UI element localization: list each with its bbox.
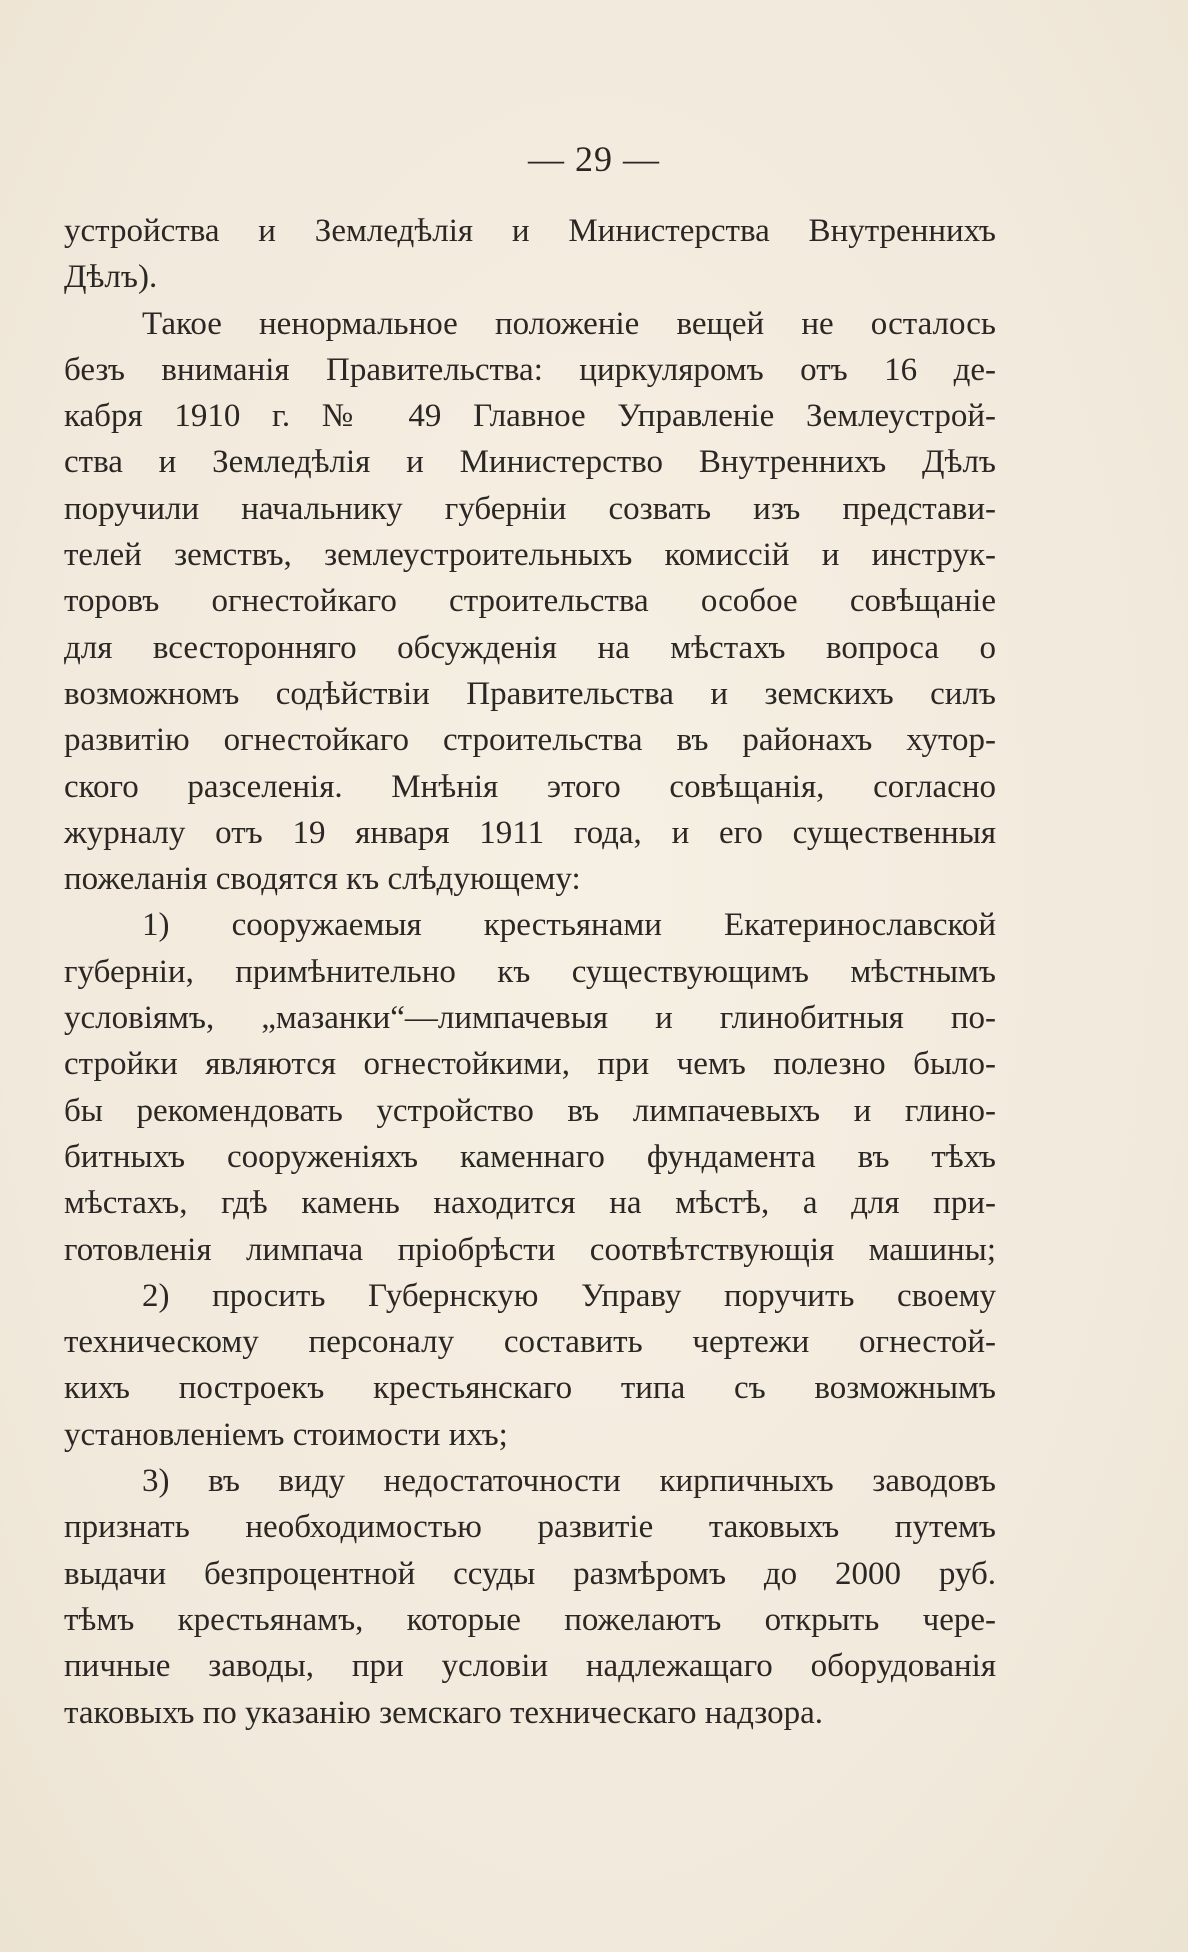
text-line: пожеланія сводятся къ слѣдующему: <box>64 861 581 898</box>
text-line: выдачи безпроцентной ссуды размѣромъ до 2000 руб. <box>64 1555 996 1592</box>
text-line: признать необходимостью развитіе таковыхъ путемъ <box>64 1509 996 1546</box>
text-line: развитію огнестойкаго строительства въ районахъ хутор- <box>64 722 996 759</box>
text-line: стройки являются огнестойкими, при чемъ полезно было- <box>64 1046 996 1083</box>
text-line: тѣмъ крестьянамъ, которые пожелаютъ открыть чере- <box>64 1601 996 1638</box>
text-line: мѣстахъ, гдѣ камень находится на мѣстѣ, а для при- <box>64 1185 996 1222</box>
text-line: бы рекомендовать устройство въ лимпачевыхъ и глино- <box>64 1092 996 1129</box>
text-line: Такое ненормальное положеніе вещей не осталось <box>142 305 996 342</box>
text-line: битныхъ сооруженіяхъ каменнаго фундамента въ тѣхъ <box>64 1138 996 1175</box>
text-line: устройства и Земледѣлія и Министерства Внутреннихъ <box>64 213 996 249</box>
text-line: 1) сооружаемыя крестьянами Екатеринославской <box>142 907 996 944</box>
text-line: возможномъ содѣйствіи Правительства и земскихъ силъ <box>64 675 996 712</box>
text-line: кабря 1910 г. № 49 Главное Управленіе Землеустрой- <box>64 398 996 435</box>
text-line: для всесторонняго обсужденія на мѣстахъ вопроса о <box>64 629 996 666</box>
text-line: условіямъ, „мазанки“—лимпачевыя и глинобитныя по- <box>64 1000 996 1037</box>
text-line: торовъ огнестойкаго строительства особое совѣщаніе <box>64 583 996 620</box>
text-line: журналу отъ 19 января 1911 года, и его существенныя <box>64 814 996 851</box>
text-line: губерніи, примѣнительно къ существующимъ мѣстнымъ <box>64 953 996 990</box>
body-text <box>64 208 996 1736</box>
text-line: готовленія лимпача пріобрѣсти соотвѣтствующія машины; <box>64 1231 996 1268</box>
text-line: ского разселенія. Мнѣнія этого совѣщанія, согласно <box>64 768 996 805</box>
text-line: техническому персоналу составить чертежи огнестой- <box>64 1324 996 1361</box>
page-number: — 29 — <box>528 139 660 179</box>
text-line: поручили начальнику губерніи созвать изъ представи- <box>64 490 996 527</box>
text-line: установленіемъ стоимости ихъ; <box>64 1416 508 1453</box>
text-line: таковыхъ по указанію земскаго техническаго надзора. <box>64 1694 824 1731</box>
text-line: телей земствъ, землеустроительныхъ комиссій и инструк- <box>64 537 996 574</box>
text-line: 2) просить Губернскую Управу поручить своему <box>142 1277 996 1314</box>
text-line: кихъ построекъ крестьянскаго типа съ возможнымъ <box>64 1370 996 1407</box>
text-line: ства и Земледѣлія и Министерство Внутреннихъ Дѣлъ <box>64 444 996 481</box>
text-line: Дѣлъ). <box>64 259 158 296</box>
text-line: безъ вниманія Правительства: циркуляромъ отъ 16 де- <box>64 351 996 388</box>
text-line: 3) въ виду недостаточности кирпичныхъ заводовъ <box>142 1463 996 1500</box>
text-line: пичные заводы, при условіи надлежащаго оборудованія <box>64 1648 996 1685</box>
